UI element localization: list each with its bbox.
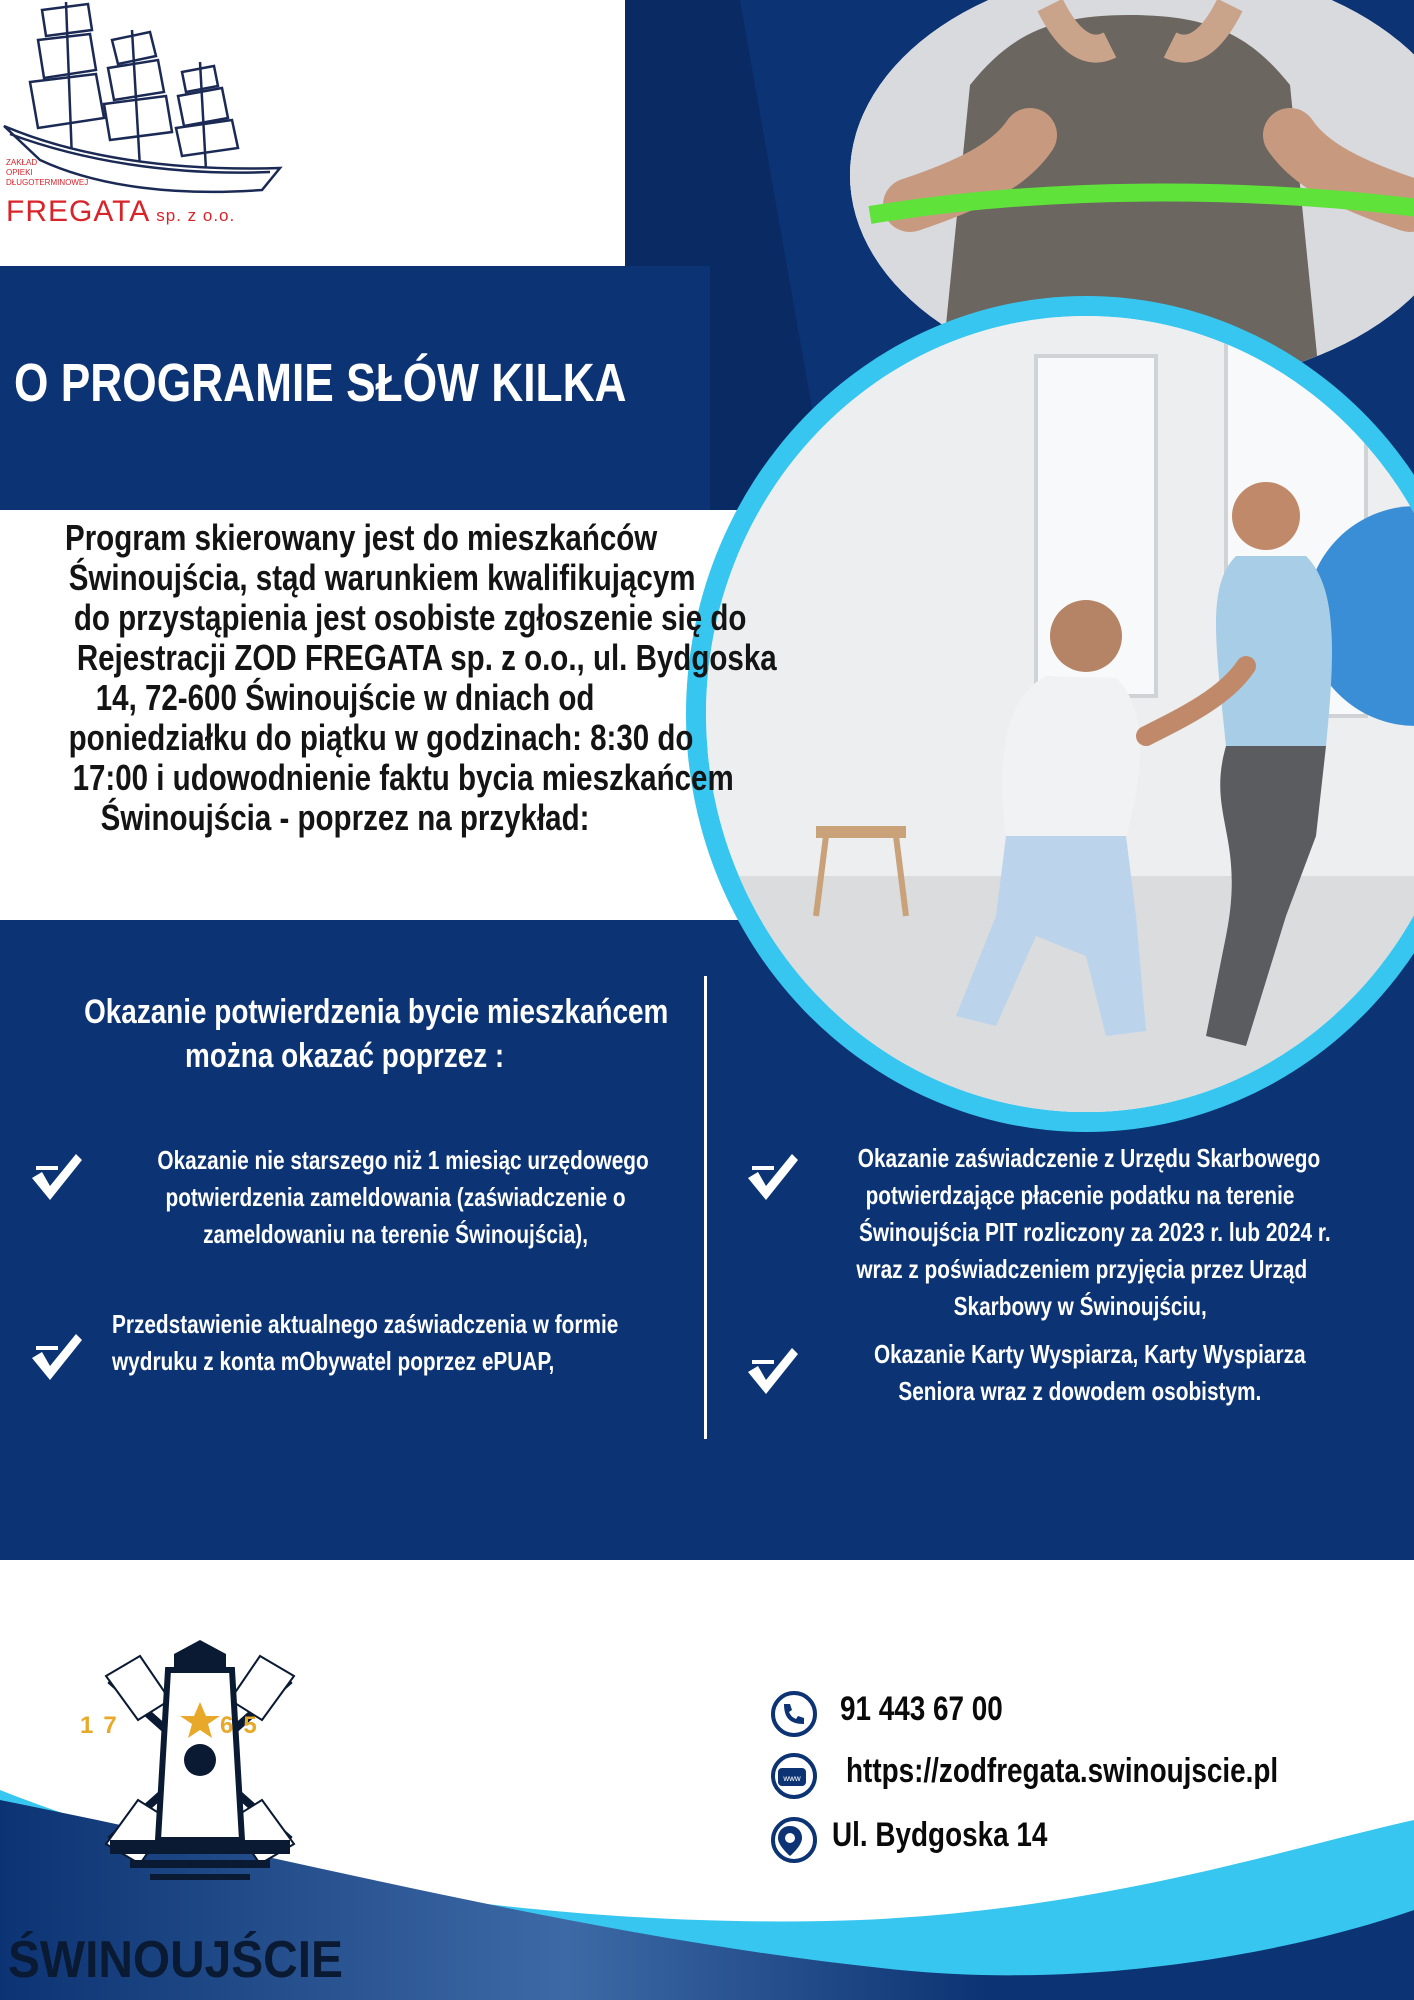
intro-line: poniedziałku do piątku w godzinach: 8:30 do <box>68 717 694 758</box>
item-line: Przedstawienie aktualnego zaświadczenia w formie <box>112 1309 619 1339</box>
year-right: 65 <box>220 1712 267 1739</box>
list-item <box>96 1142 696 1253</box>
fregata-logo <box>0 0 290 240</box>
page-title: O PROGRAMIE SŁÓW KILKA <box>14 353 627 413</box>
checkmark-icon <box>28 1148 84 1204</box>
phone-icon <box>770 1690 818 1738</box>
logo-sub-line3: DŁUGOTERMINOWEJ <box>6 178 89 187</box>
subheading-line: można okazać poprzez : <box>185 1037 505 1075</box>
contact-address: Ul. Bydgoska 14 <box>832 1816 1048 1854</box>
year-left: 17 <box>80 1712 127 1739</box>
intro-line: Program skierowany jest do mieszkańców <box>65 517 658 558</box>
item-line: wraz z poświadczeniem przyjęcia przez Urząd <box>856 1254 1308 1284</box>
contact-website[interactable]: https://zodfregata.swinoujscie.pl <box>846 1752 1279 1790</box>
svg-text:www: www <box>783 1774 801 1783</box>
checkmark-icon <box>28 1328 84 1384</box>
subheading-line: Okazanie potwierdzenia bycie mieszkańcem <box>84 993 669 1031</box>
item-line: Okazanie nie starszego niż 1 miesiąc urzędowego <box>157 1145 649 1175</box>
intro-paragraph <box>0 517 777 838</box>
item-line: potwierdzające płacenie podatku na terenie <box>865 1180 1295 1210</box>
item-line: Okazanie Karty Wyspiarza, Karty Wyspiarza <box>873 1339 1306 1369</box>
item-line: Seniora wraz z dowodem osobistym. <box>898 1376 1262 1406</box>
item-line: zameldowaniu na terenie Świnoujścia), <box>203 1219 589 1249</box>
section-subheading <box>20 990 670 1078</box>
intro-line: do przystąpienia jest osobiste zgłoszenie się do <box>73 597 747 638</box>
logo-wordmark <box>6 195 235 229</box>
logo-name: FREGATA <box>6 195 151 228</box>
intro-line: 14, 72-600 Świnoujście w dniach od <box>95 677 595 718</box>
item-line: Skarbowy w Świnoujściu, <box>953 1291 1207 1321</box>
intro-line: Świnoujścia, stąd warunkiem kwalifikującym <box>68 557 696 598</box>
windmill-logo-icon <box>50 1640 350 1940</box>
intro-line: 17:00 i udowodnienie faktu bycia mieszkańcem <box>72 757 734 798</box>
logo-sub-line2: OPIEKI <box>6 168 33 177</box>
item-line: potwierdzenia zameldowania (zaświadczenie o <box>165 1182 627 1212</box>
list-item <box>112 1306 712 1380</box>
checkmark-icon <box>744 1148 800 1204</box>
logo-suffix: sp. z o.o. <box>156 206 236 225</box>
item-line: Okazanie zaświadczenie z Urzędu Skarbowego <box>857 1143 1321 1173</box>
item-line: Świnoujścia PIT rozliczony za 2023 r. lub 2024 r. <box>858 1217 1331 1247</box>
logo-sub-line1: ZAKŁAD <box>6 158 38 167</box>
intro-line: Rejestracji ZOD FREGATA sp. z o.o., ul. Bydgoska <box>76 637 777 678</box>
list-item <box>820 1336 1340 1410</box>
contact-phone[interactable]: 91 443 67 00 <box>840 1690 1003 1728</box>
item-line: wydruku z konta mObywatel poprzez ePUAP, <box>112 1346 555 1376</box>
city-name: ŚWINOUJŚCIE <box>8 1931 343 1989</box>
checkmark-icon <box>744 1342 800 1398</box>
logo-subtitle <box>6 158 88 188</box>
intro-line: Świnoujścia - poprzez na przykład: <box>100 797 590 838</box>
location-pin-icon <box>770 1816 818 1864</box>
www-icon <box>770 1752 818 1800</box>
list-item <box>800 1140 1360 1325</box>
